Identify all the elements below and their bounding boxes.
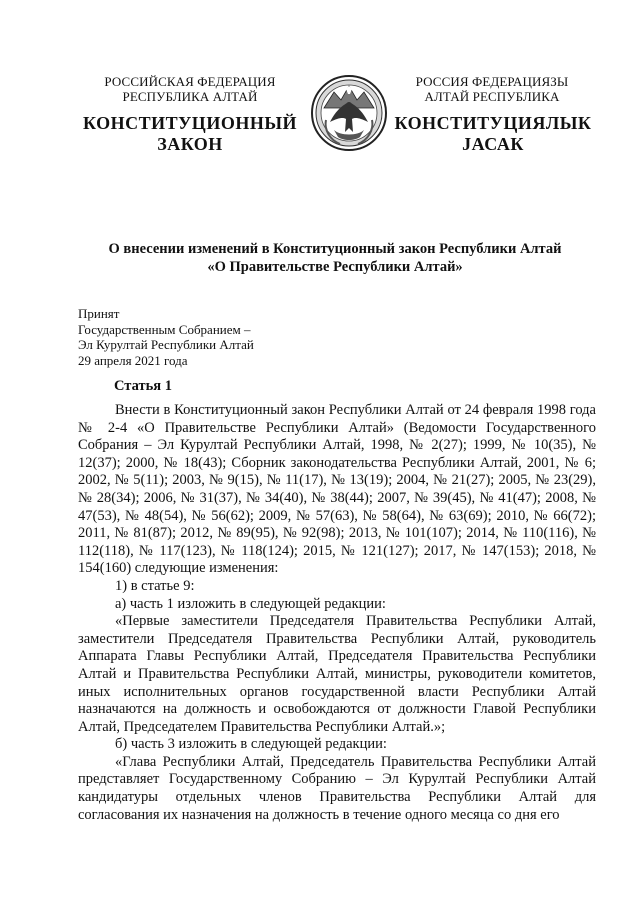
article-paragraph: а) часть 1 изложить в следующей редакции:	[115, 595, 386, 612]
article-paragraph: «Первые заместители Председателя Правительства Республики Алтай, заместители Председателя Правительства Республики Алтай, руководитель Аппарата Главы Республики Алтай, Председателя Правительства Республики Алтай и Правительства Республики Алтай, министры, руководители комитетов, иных исполнительных органов государственной власти Республики Алтай назначаются на должность и освобождаются от должности Главой Республики Алтай, Председателем Правительства Республики Алтай.»;	[78, 613, 596, 735]
header-right-big2: ЈАСАК	[462, 134, 524, 154]
title-line2: «О Правительстве Республики Алтай»	[207, 259, 463, 275]
article-body	[78, 402, 596, 824]
article-paragraph: «Глава Республики Алтай, Председатель Правительства Республики Алтай представляет Государственному Собранию – Эл Курултай Республики Алтай кандидатуры отдельных членов Правительства Республики Алтай для согласования их назначения на должность в течение одного месяца со дня его	[78, 753, 596, 823]
header-left-line1: РОССИЙСКАЯ ФЕДЕРАЦИЯ	[104, 74, 276, 89]
header-right-big1: КОНСТИТУЦИЯЛЫК	[394, 113, 592, 133]
article-paragraph: 1) в статье 9:	[115, 577, 195, 594]
header-left-small	[90, 74, 290, 104]
document-title	[70, 240, 600, 276]
header-left-big1: КОНСТИТУЦИОННЫЙ	[82, 113, 297, 133]
header-left-big	[70, 113, 310, 155]
article-heading: Статья 1	[114, 378, 172, 394]
adopted-line2: Государственным Собранием –	[78, 321, 251, 337]
adopted-line3: Эл Курултай Республики Алтай	[78, 337, 254, 352]
header-left-big2: ЗАКОН	[157, 134, 223, 154]
header-right-small	[392, 74, 592, 104]
republic-altai-emblem-icon	[310, 72, 388, 154]
header-right-line1: РОССИЯ ФЕДЕРАЦИЯЗЫ	[415, 74, 569, 89]
header-right-big	[388, 113, 598, 155]
adopted-line1: Принят	[78, 306, 120, 321]
header-right-line2: АЛТАЙ РЕСПУБЛИКА	[424, 89, 560, 104]
article-paragraph: б) часть 3 изложить в следующей редакции:	[115, 736, 387, 753]
title-line1: О внесении изменений в Конституционный закон Республики Алтай	[108, 241, 562, 257]
article-paragraph: Внести в Конституционный закон Республики Алтай от 24 февраля 1998 года № 2-4 «О Правительстве Республики Алтай» (Ведомости Государственного Собрания – Эл Курултай Республики Алтай, 1998, № 2(27); 1999, № 10(35), № 12(37); 2000, № 18(43); Сборник законодательства Республики Алтай, 2001, № 6; 2002, № 5(11); 2003, № 9(15), № 11(17), № 13(19); 2004, № 21(27); 2005, № 23(29), № 28(34); 2006, № 31(37), № 34(40), № 38(44); 2007, № 39(45), № 41(47); 2008, № 47(53), № 48(54), № 56(62); 2009, № 57(63), № 58(64), № 63(69); 2010, № 66(72); 2011, № 81(87); 2012, № 89(95), № 92(98); 2013, № 101(107); 2014, № 110(116), № 112(118), № 117(123), № 118(124); 2015, № 121(127); 2017, № 147(153); 2018, № 154(160) следующие изменения:	[78, 402, 596, 577]
adopted-block	[78, 306, 254, 368]
header-left-line2: РЕСПУБЛИКА АЛТАЙ	[122, 89, 258, 104]
adopted-line4: 29 апреля 2021 года	[78, 352, 188, 368]
